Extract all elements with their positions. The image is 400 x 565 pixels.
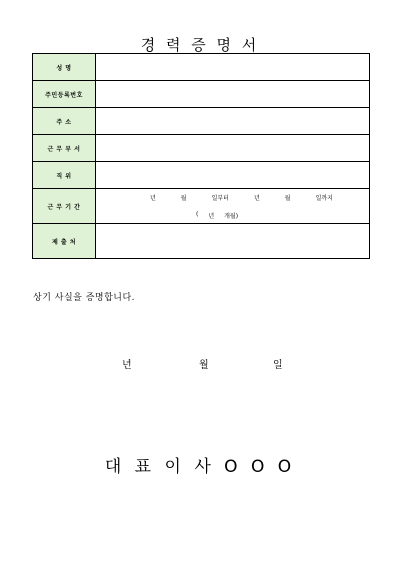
label-resident-number: 주민등록번호 xyxy=(33,81,96,108)
date-year: 년 xyxy=(122,360,132,371)
date-month: 월 xyxy=(199,360,209,371)
table-row xyxy=(33,54,370,81)
start-month-text: 월 xyxy=(180,194,187,202)
label-name: 성 명 xyxy=(33,54,96,81)
total-year-text: 년 xyxy=(208,212,215,220)
document-title xyxy=(0,34,400,55)
value-department[interactable] xyxy=(96,135,370,162)
table-row xyxy=(33,135,370,162)
end-month-text: 월 xyxy=(284,194,291,202)
label-address: 주 소 xyxy=(33,108,96,135)
table-row xyxy=(33,81,370,108)
end-day-text: 일까지 xyxy=(315,194,333,202)
career-certificate-table xyxy=(32,53,370,259)
date-day: 일 xyxy=(273,360,283,371)
signature-line: 대 표 이 사 O O O xyxy=(104,457,296,477)
document-title-text: 경 력 증 명 서 xyxy=(140,36,260,54)
label-department: 근 무 부 서 xyxy=(33,135,96,162)
value-submit-to[interactable] xyxy=(96,224,370,259)
table-row xyxy=(33,189,370,224)
start-year-text: 년 xyxy=(150,194,156,202)
confirmation-text: 상기 사실을 증명합니다. xyxy=(33,293,136,303)
end-year-text: 년 xyxy=(253,194,260,202)
start-day-text: 일부터 xyxy=(211,194,229,202)
table-row xyxy=(33,224,370,259)
value-name[interactable] xyxy=(96,54,370,81)
value-resident-number[interactable] xyxy=(96,81,370,108)
period-range xyxy=(96,193,369,202)
label-position: 직 위 xyxy=(33,162,96,189)
value-address[interactable] xyxy=(96,108,370,135)
total-month-text: 개월) xyxy=(224,212,239,220)
period-total xyxy=(96,211,369,220)
table-row xyxy=(33,162,370,189)
label-submit-to: 제 출 처 xyxy=(33,224,96,259)
label-employment-period: 근 무 기 간 xyxy=(33,189,96,224)
table-row xyxy=(33,108,370,135)
value-position[interactable] xyxy=(96,162,370,189)
value-employment-period[interactable] xyxy=(96,189,370,224)
open-paren-text: ( xyxy=(196,210,199,218)
